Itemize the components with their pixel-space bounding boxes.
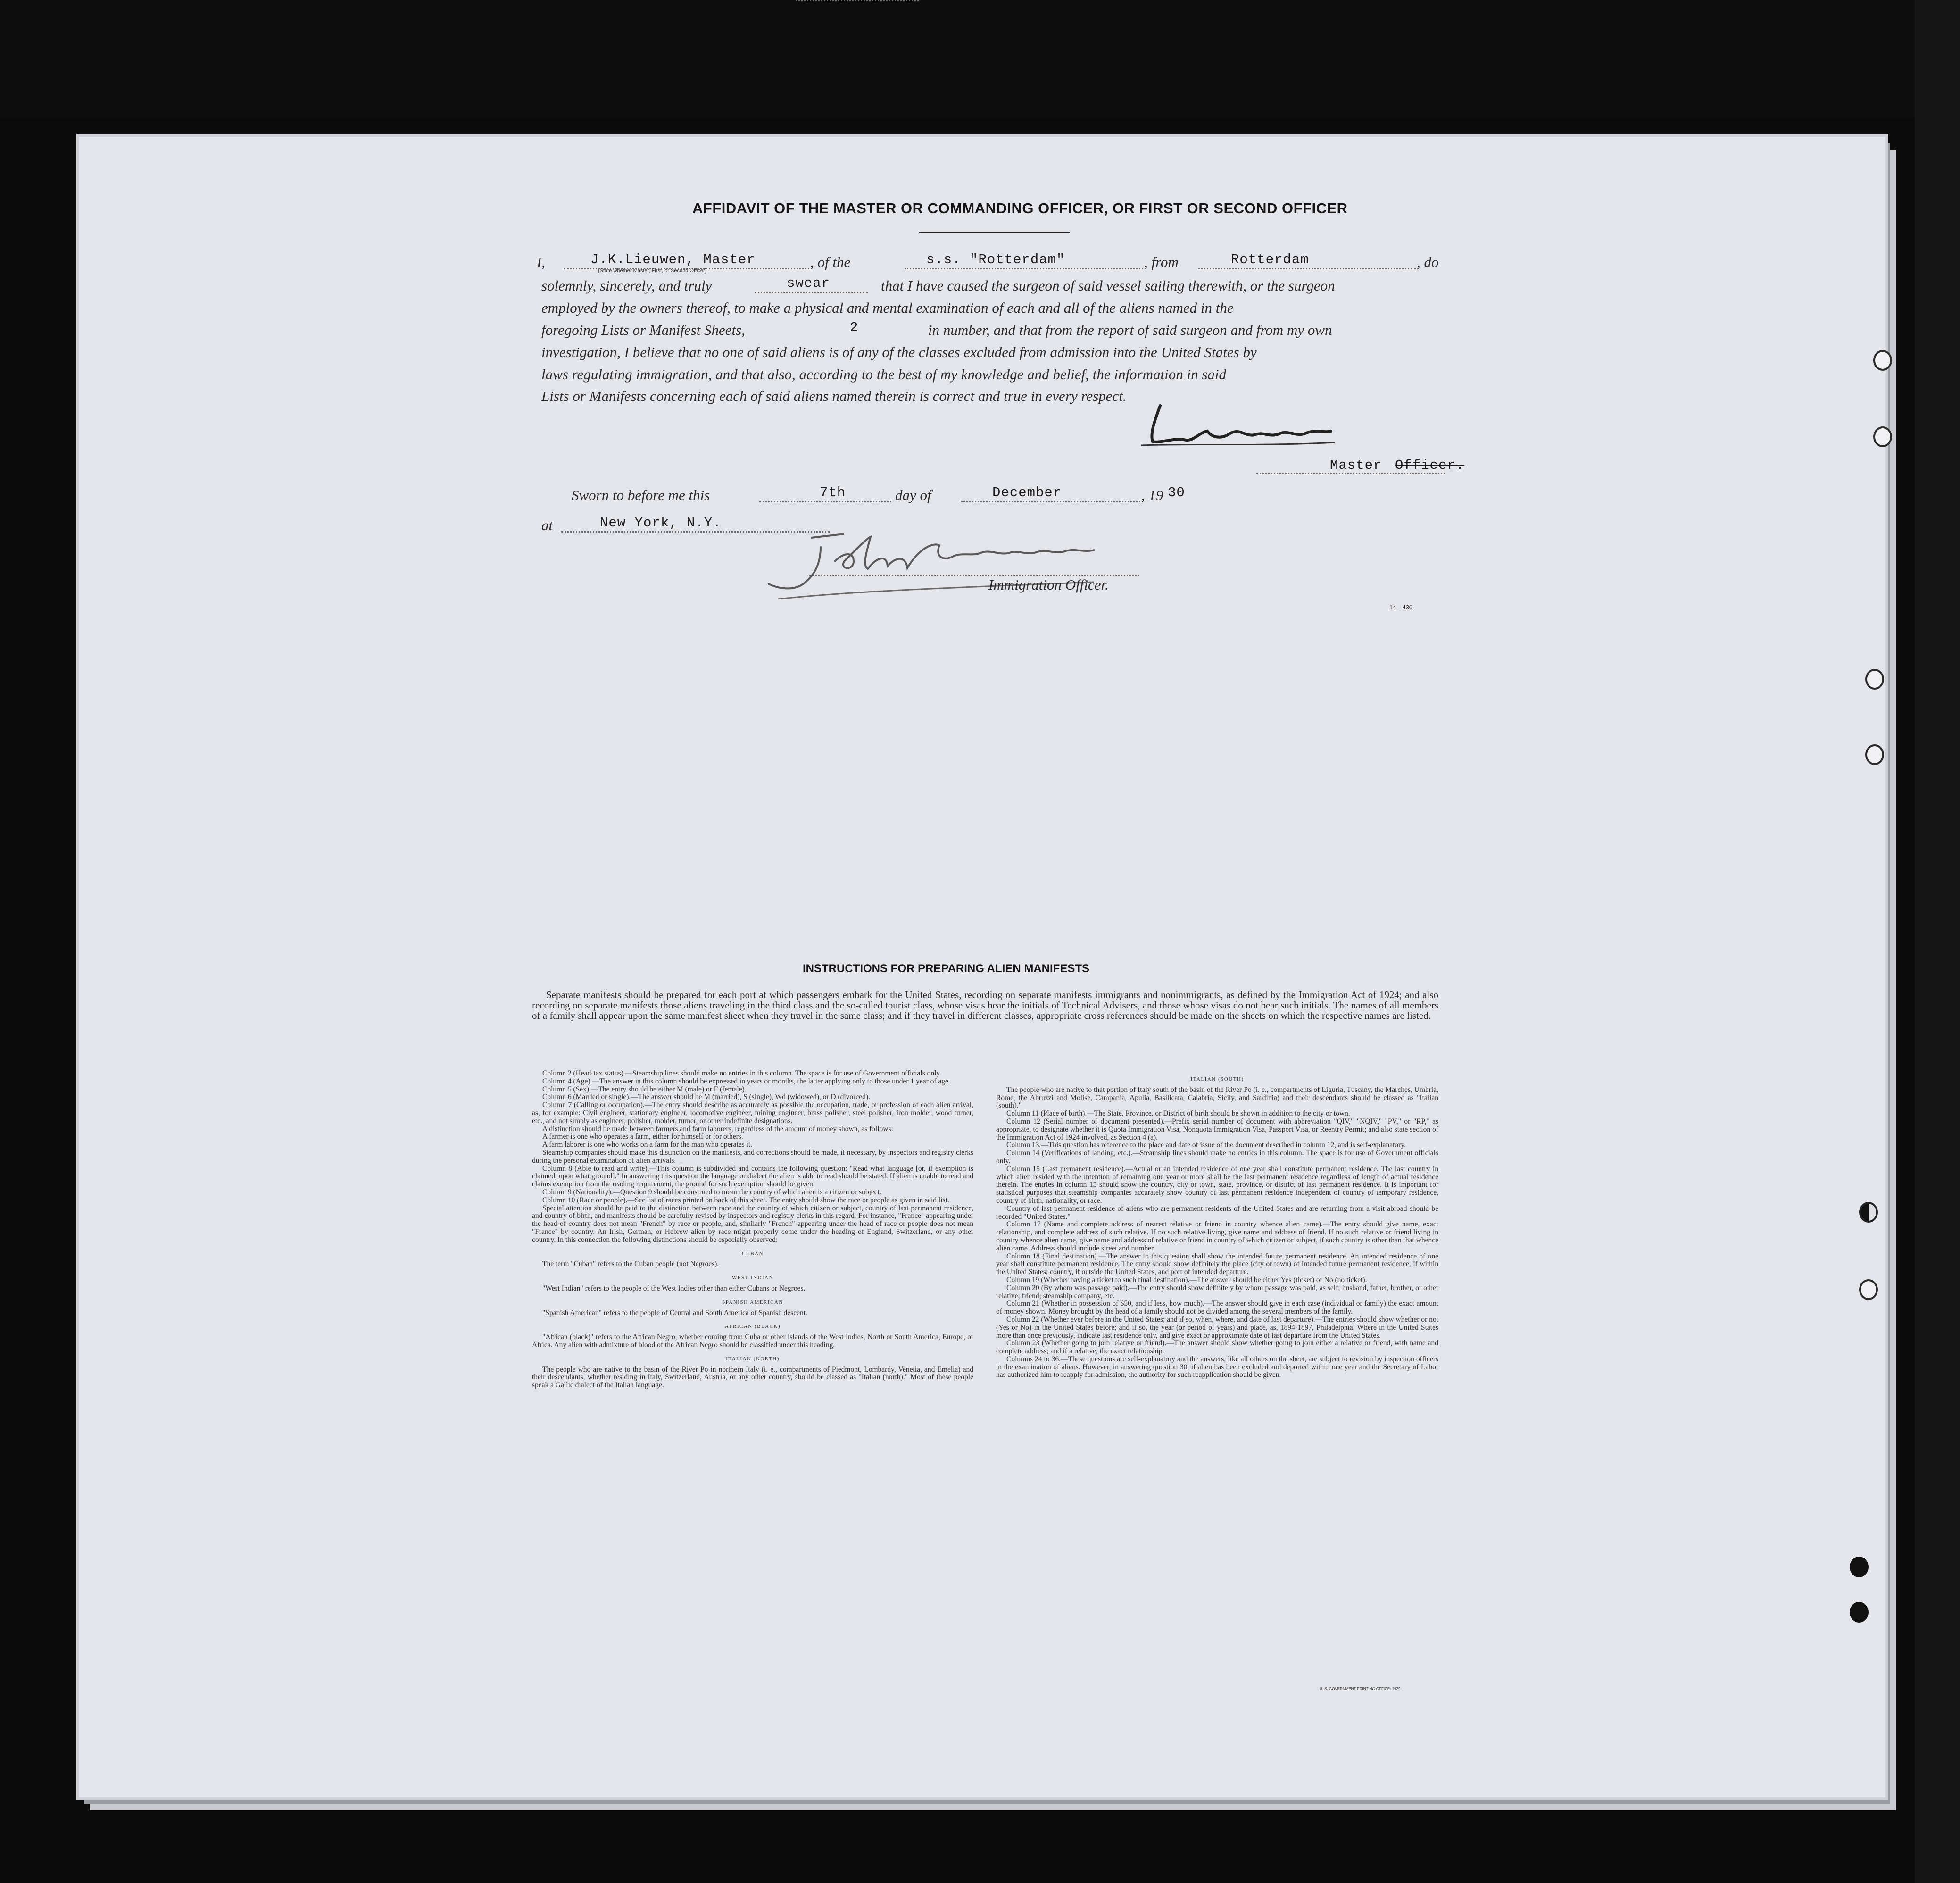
instruction-paragraph: Column 9 (Nationality).—Question 9 should be construed to mean the country of which alien is a citizen or subject. (542, 1188, 881, 1196)
affidavit-line6: laws regulating immigration, and that also, according to the best of my knowledge and belief, the information in said (541, 366, 1227, 383)
instruction-paragraph: Column 20 (By whom was passage paid).—The entry should show definitely by whom passage was paid, as self; husband, father, brother, or other relative; friend; steamship company, etc. (996, 1283, 1438, 1300)
sworn-year: 30 (1168, 485, 1185, 500)
sworn-year-prefix: , 19 (1141, 487, 1163, 503)
instruction-paragraph: Columns 24 to 36.—These questions are self-explanatory and the answers, like all others on the sheet, are subject to revision by inspection officers in the examination of aliens. However, in answering question 30, if alien has been excluded and deported within one year and the Secretary of Labor has authorized him to reapply for admission, the authority for such reapplication should be given. (996, 1355, 1438, 1379)
master-signature (1141, 400, 1339, 452)
line1-from: , from (1144, 254, 1179, 270)
instruction-paragraph: Column 10 (Race or people).—See list of races printed on back of this sheet. The entry should show the race or people as given in said list. (542, 1196, 949, 1204)
right-paragraphs (996, 1086, 1438, 1379)
instructions-right-column (996, 1070, 1438, 1694)
month-dotline (961, 501, 1143, 502)
sworn-month: December (992, 485, 1062, 500)
instruction-paragraph: Country of last permanent residence of aliens who are permanent residents of the United States and are returning from a visit abroad should be recorded "United States." (996, 1204, 1438, 1221)
master-name: J.K.Lieuwen, Master (590, 252, 756, 267)
instructions-title: INSTRUCTIONS FOR PREPARING ALIEN MANIFESTS (803, 962, 1090, 975)
instruction-paragraph: Column 14 (Verifications of landing, etc.).—Steamship lines should make no entries in this column. The space is for use of Government officials only. (996, 1149, 1438, 1165)
line1-do: , do (1417, 254, 1439, 270)
instruction-paragraph: A distinction should be made between farmers and farm laborers, regardless of the amount of money shown, as follows: (542, 1125, 893, 1133)
officer-dotline (809, 575, 1139, 576)
section-text: "West Indian" refers to the people of the West Indies other than either Cubans or Negroes. (542, 1284, 806, 1292)
instruction-paragraph: A farm laborer is one who works on a farm for the man who operates it. (542, 1141, 753, 1149)
oath-dotline (755, 292, 868, 293)
port-dotline (1198, 268, 1416, 269)
instruction-paragraph: Column 8 (Able to read and write).—This column is subdivided and contains the following question: "Read what language [or, if exemption is claimed, upon what ground]." In answering this question the language or dialect the alien is able to read should be stated. If alien is unable to read and claims exemption from the reading requirement, the ground for such exemption should be given. (532, 1164, 973, 1189)
master-title: Master (1330, 458, 1382, 473)
instruction-paragraph: Column 4 (Age).—The answer in this column should be expressed in years or months, the latter applying only to those under 1 year of age. (542, 1077, 950, 1085)
printer-note: U. S. GOVERNMENT PRINTING OFFICE: 1929 (1320, 1687, 1401, 1691)
line2-prefix: solemnly, sincerely, and truly (541, 277, 712, 294)
instruction-paragraph: Column 15 (Last permanent residence).—Actual or an intended residence of one year shall constitute permanent residence. The last country in which alien resided with the intention of remaining one year or more shall be the last permanent residence regardless of length of actual residence therein. The entries in column 15 should show the country, city or town, state, province, or district of last permanent residence. It is important for statistical purposes that steamship companies accurately show country of last permanent residence independent of country of temporary residence, country of birth, nationality, or race. (996, 1165, 1438, 1205)
departure-port: Rotterdam (1231, 252, 1309, 267)
vessel-name: s.s. "Rotterdam" (926, 252, 1065, 267)
instruction-paragraph: Column 2 (Head-tax status).—Steamship lines should make no entries in this column. The space is for use of Government officials only. (542, 1070, 942, 1077)
binder-hole-7 (1850, 1557, 1869, 1577)
form-number: 14—430 (1389, 604, 1413, 611)
instruction-paragraph: Column 22 (Whether ever before in the United States; and if so, when, where, and date of last departure).—The entries should show whether or not (Yes or No) in the United States before; and if so, the year (or period of years) and place, as, 1894-1897, Philadelphia. Where in the United States more than once previously, indicate last residence only, and give exact or approximate date of last departure from the United States. (996, 1315, 1438, 1340)
binder-hole-8 (1850, 1602, 1869, 1623)
sheet-count: 2 (850, 320, 859, 335)
instruction-paragraph: Special attention should be paid to the distinction between race and the country of which citizen or subject, country of last permanent residence, and country of birth, and manifests should be carefully revised by inspectors and registry clerks in this regard. For instance, "France" appearing under the head of country does not mean "French" by race or people, and, similarly "French" appearing under the head of race or people does not mean "France" by country. An Irish, German, or Hebrew alien by race might properly come under the heading of England, Switzerland, or any other country. In this connection the following distinctions should be especially observed: (532, 1204, 973, 1244)
affidavit-title: AFFIDAVIT OF THE MASTER OR COMMANDING OFFICER, OR FIRST OR SECOND OFFICER (692, 200, 1348, 217)
scan-right-border (1915, 0, 1960, 1883)
instruction-paragraph: Column 23 (Whether going to join relative or friend).—The answer should show whether going to join either a relative or friend, with name and complete address; and if a relative, the exact relationship. (996, 1339, 1438, 1356)
affidavit-line3: employed by the owners thereof, to make a physical and mental examination of each and all of the aliens named in the (541, 300, 1234, 316)
title-rule (919, 232, 1070, 233)
instruction-paragraph: Column 18 (Final destination).—The answer to this question shall show the intended future permanent residence. An intended residence of one year shall constitute permanent residence. The entry should show definitely the place (city or town) of intended future permanent residence, if within the United States; country, if outside the United States, and port of intended departure. (996, 1252, 1438, 1276)
line4-prefix: foregoing Lists or Manifest Sheets, (541, 322, 745, 338)
count-dotline (796, 0, 919, 1)
left-paragraphs (532, 1070, 973, 1244)
section-text: "African (black)" refers to the African Negro, whether coming from Cuba or other islands of the West Indies, North or South America, Europe, or Africa. Any alien with admixture of blood of the African Negro should be classified under this heading. (532, 1333, 973, 1349)
section-heading: CUBAN (741, 1250, 764, 1257)
affidavit-line7: Lists or Manifests concerning each of said aliens named therein is correct and true in every respect. (541, 388, 1127, 404)
instruction-paragraph: Column 13.—This question has reference to the place and date of issue of the document described in column 12, and is self-explanatory. (1006, 1141, 1406, 1150)
day-dotline (759, 501, 891, 502)
instruction-paragraph: Steamship companies should make this distinction on the manifests, and corrections should be made, if necessary, by inspectors and registry clerks during the personal examination of alien arrivals. (532, 1148, 973, 1165)
instruction-paragraph: Column 6 (Married or single).—The answer should be M (married), S (single), Wd (widowed), or D (divorced). (542, 1093, 870, 1101)
right-heading: ITALIAN (SOUTH) (1190, 1076, 1244, 1082)
oath-word: swear (787, 275, 831, 291)
section-text: "Spanish American" refers to the people of Central and South America of Spanish descent. (542, 1308, 807, 1317)
left-sections (532, 1250, 973, 1390)
sworn-place: New York, N.Y. (600, 515, 722, 531)
section-text: The people who are native to the basin of the River Po in northern Italy (i. e., compartments of Piedmont, Lombardy, Venetia, and Emelia) and their descendants, whether residing in Italy, Switzerland, Austria, or any other country, should be classed as "Italian (north)." Most of these people speak a Gallic dialect of the Italian language. (532, 1365, 973, 1390)
master-struck-word: Officer. (1395, 458, 1465, 473)
at-prefix: at (541, 517, 553, 533)
instruction-paragraph: Column 12 (Serial number of document presented).—Prefix serial number of document with abbreviation "QIV," "NQIV," "PV," or "RP," as appropriate, to designate whether it is Quota Immigration Visa, Nonquota Immigration Visa, Passport Visa, or Reentry Permit; and also state section of the Immigration Act of 1924 involved, as Section 4 (a). (996, 1117, 1438, 1141)
instruction-paragraph: Column 11 (Place of birth).—The State, Province, or District of birth should be shown in addition to the city or town. (1006, 1109, 1350, 1118)
line2-suffix: that I have caused the surgeon of said vessel sailing therewith, or the surgeon (881, 277, 1335, 294)
sworn-day: 7th (820, 485, 846, 500)
binder-hole-2 (1873, 426, 1892, 447)
officer-rank-note: (State whether Master, First, or Second Officer) (598, 268, 707, 274)
binder-hole-6 (1859, 1279, 1878, 1300)
binder-hole-3 (1865, 669, 1884, 690)
sworn-prefix: Sworn to before me this (572, 487, 710, 503)
binder-hole-4 (1865, 744, 1884, 765)
instruction-paragraph: Column 17 (Name and complete address of nearest relative or friend in country whence alien came).—The entry should give name, exact relationship, and complete address of such relative. If no such relative living, give name and address of friend. If no such relative or friend living in country whence alien came, give name and address of relative or friend in country of which citizen or subject, if such country is other than that whence alien came. Address should include street and number. (996, 1220, 1438, 1252)
section-text: The term "Cuban" refers to the Cuban people (not Negroes). (542, 1260, 719, 1268)
instruction-paragraph: Column 7 (Calling or occupation).—The entry should describe as accurately as possible the occupation, trade, or profession of each alien arrival, as, for example: Civil engineer, stationary engineer, locomotive engineer, mining engineer, brass polisher, steel polisher, iron molder, wood turner, etc., and not simply as engineer, polisher, molder, turner, or other indefinite designations. (532, 1101, 973, 1125)
vessel-dotline (905, 268, 1143, 269)
section-heading: ITALIAN (NORTH) (726, 1356, 780, 1362)
instruction-paragraph: Column 5 (Sex).—The entry should be either M (male) or F (female). (542, 1085, 747, 1093)
officer-title: Immigration Officer. (988, 576, 1109, 593)
binder-hole-5 (1859, 1202, 1878, 1223)
section-heading: AFRICAN (BLACK) (724, 1324, 781, 1330)
section-heading: WEST INDIAN (731, 1275, 774, 1281)
line1-prefix: I, (537, 254, 546, 270)
line1-of-the: , of the (810, 254, 851, 270)
affidavit-line5: investigation, I believe that no one of said aliens is of any of the classes excluded from admission into the United States by (541, 344, 1257, 360)
instruction-paragraph: Column 21 (Whether in possession of $50, and if less, how much).—The answer should give in each case (individual or family) the exact amount of money shown. Money brought by the head of a family should not be divided among the several members of the family. (996, 1300, 1438, 1316)
instruction-paragraph: The people who are native to that portion of Italy south of the basin of the River Po (i. e., compartments of Liguria, Tuscany, the Marches, Umbria, Rome, the Abruzzi and Molise, Campania, Apulia, Basilicata, Calabria, Sicily, and Sardinia) and their descendants should be classed as "Italian (south)." (996, 1085, 1438, 1110)
sworn-day-of: day of (895, 487, 931, 503)
instructions-intro: Separate manifests should be prepared for each port at which passengers embark for the United States, recording on separate manifests immigrants and nonimmigrants, as defined by the Immigration Act of 1924; and also recording on separate manifests those aliens traveling in the third class and the so-called tourist class, whose visas bear the initials of Technical Advisers, and those whose visas do not bear such initials. The names of all members of a family shall appear upon the same manifest sheet when they travel in the same class; and if they travel in different classes, appropriate cross references should be made on the sheets on which the respective names are listed. (532, 989, 1438, 1021)
instruction-paragraph: A farmer is one who operates a farm, either for himself or for others. (542, 1133, 743, 1141)
scan-top-border (0, 0, 1960, 118)
line4-suffix: in number, and that from the report of said surgeon and from my own (928, 322, 1332, 338)
section-heading: SPANISH AMERICAN (722, 1299, 783, 1305)
binder-hole-1 (1873, 350, 1892, 371)
instructions-left-column (532, 1070, 973, 1694)
instruction-paragraph: Column 19 (Whether having a ticket to such final destination).—The answer should be either Yes (ticket) or No (no ticket). (1006, 1275, 1367, 1284)
